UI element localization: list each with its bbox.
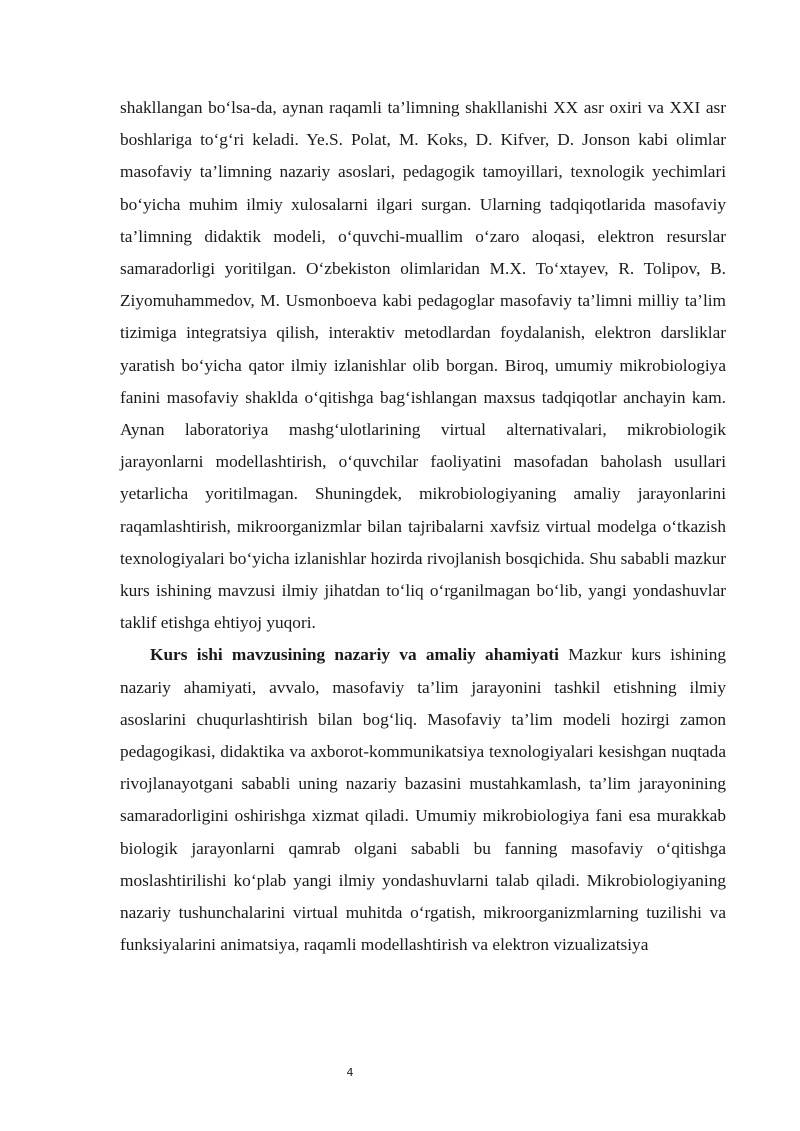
paragraph-significance	[120, 639, 726, 961]
page-number: 4	[346, 1066, 354, 1079]
body-text	[120, 92, 726, 961]
paragraph-significance-text: Mazkur kurs ishining nazariy ahamiyati, avvalo, masofaviy ta’lim jarayonini tashkil etishning ilmiy asoslarini chuqurlashtirish bilan bog‘liq. Masofaviy ta’lim modeli hozirgi zamon pedagogikasi, didaktika va axborot-kommunikatsiya texnologiyalari kesishgan nuqtada rivojlanayotgani sababli uning nazariy bazasini mustahkamlash, ta’lim jarayonining samaradorligini oshirishga xizmat qiladi. Umumiy mikrobiologiya fani esa murakkab biologik jarayonlarni qamrab olgani sababli bu fanning masofaviy o‘qitishga moslashtirilishi ko‘plab yangi ilmiy yondashuvlarni talab qiladi. Mikrobiologiyaning nazariy tushunchalarini virtual muhitda o‘rgatish, mikroorganizmlarning tuzilishi va funksiyalarini animatsiya, raqamli modellashtirish va elektron vizualizatsiya	[120, 645, 726, 955]
paragraph-literature-review: shakllangan bo‘lsa-da, aynan raqamli ta’limning shakllanishi XX asr oxiri va XXI asr boshlariga to‘g‘ri keladi. Ye.S. Polat, M. Koks, D. Kifver, D. Jonson kabi olimlar masofaviy ta’limning nazariy asoslari, pedagogik tamoyillari, texnologik yechimlari bo‘yicha muhim ilmiy xulosalarni ilgari surgan. Ularning tadqiqotlarida masofaviy ta’limning didaktik modeli, o‘quvchi-muallim o‘zaro aloqasi, elektron resurslar samaradorligi yoritilgan. O‘zbekiston olimlaridan M.X. To‘xtayev, R. Tolipov, B. Ziyomuhammedov, M. Usmonboeva kabi pedagoglar masofaviy ta’limni milliy ta’lim tizimiga integratsiya qilish, interaktiv metodlardan foydalanish, elektron darsliklar yaratish bo‘yicha qator ilmiy izlanishlar olib borgan. Biroq, umumiy mikrobiologiya fanini masofaviy shaklda o‘qitishga bag‘ishlangan maxsus tadqiqotlar anchayin kam. Aynan laboratoriya mashg‘ulotlarining virtual alternativalari, mikrobiologik jarayonlarni modellashtirish, o‘quvchilar faoliyatini masofadan baholash usullari yetarlicha yoritilmagan. Shuningdek, mikrobiologiyaning amaliy jarayonlarini raqamlashtirish, mikroorganizmlar bilan tajribalarni xavfsiz virtual modelga o‘tkazish texnologiyalari bo‘yicha izlanishlar hozirda rivojlanish bosqichida. Shu sababli mazkur kurs ishining mavzusi ilmiy jihatdan to‘liq o‘rganilmagan bo‘lib, yangi yondashuvlar taklif etishga ehtiyoj yuqori.	[120, 98, 726, 633]
section-heading: Kurs ishi mavzusining nazariy va amaliy ahamiyati	[150, 645, 559, 665]
